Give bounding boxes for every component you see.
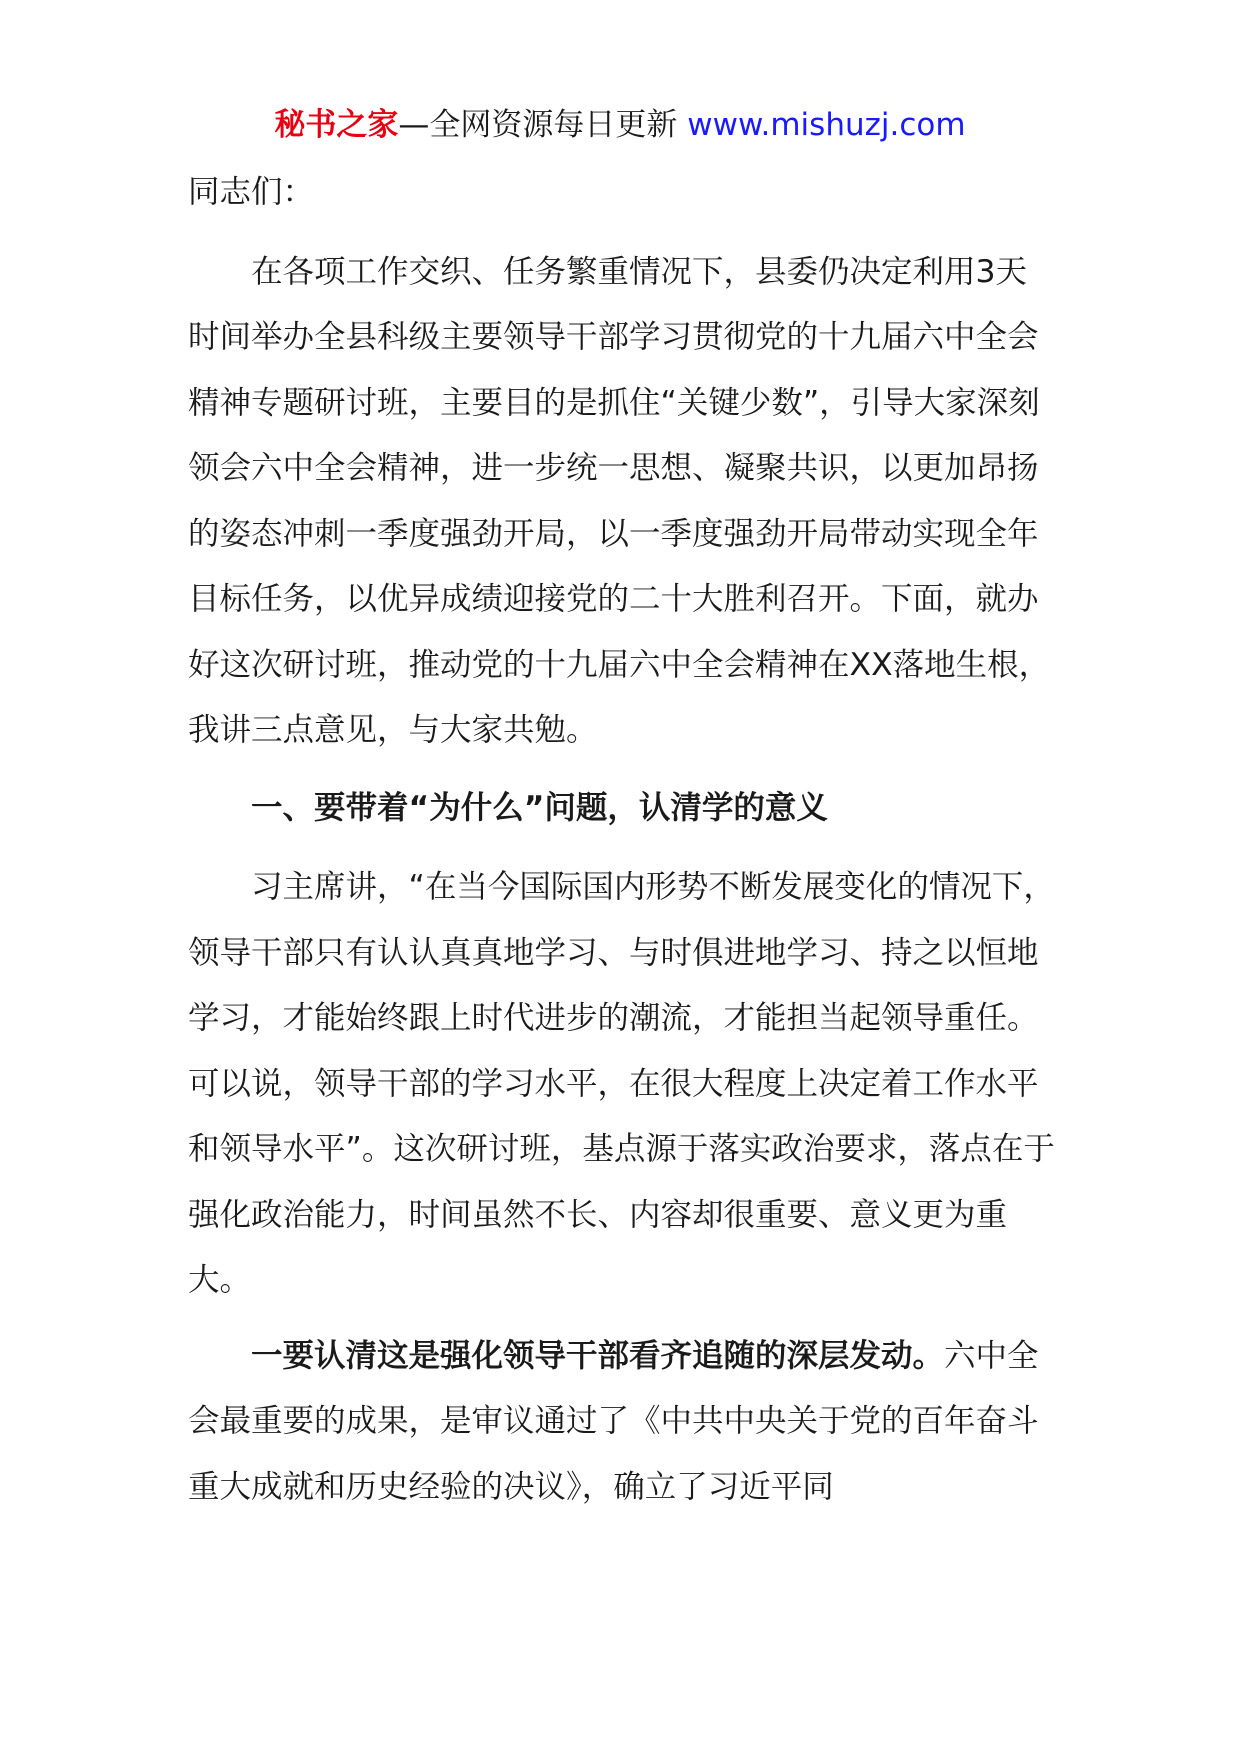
intro-paragraph: 在各项工作交织、任务繁重情况下，县委仍决定利用3天时间举办全县科级主要领导干部学习贯彻党的十九届六中全会精神专题研讨班，主要目的是抓住“关键少数”，引导大家深刻领会六中全会精神，进一步统一思想、凝聚共识，以更加昂扬的姿态冲刺一季度强劲开局，以一季度强劲开局带动实现全年目标任务，以优异成绩迎接党的二十大胜利召开。下面，就办好这次研讨班，推动党的十九届六中全会精神在XX落地生根，我讲三点意见，与大家共勉。 (188, 253, 1051, 748)
site-url-link[interactable]: www.mishuzj.com (687, 107, 966, 143)
section-heading-1: 一、要带着“为什么”问题，认清学的意义 (251, 789, 828, 826)
header-tagline: —全网资源每日更新 (398, 107, 678, 143)
page-header (0, 103, 1240, 147)
point-1-paragraph (188, 1324, 1056, 1521)
point-1-text: 六中全会最重要的成果，是审议通过了《中共中央关于党的百年奋斗重大成就和历史经验的决议》，确立了习近平同 (188, 1337, 1039, 1505)
brand-name: 秘书之家 (274, 107, 399, 143)
point-1-lead: 一要认清这是强化领导干部看齐追随的深层发动。 (251, 1337, 945, 1374)
document-body (188, 160, 1056, 1530)
greeting: 同志们： (188, 174, 315, 210)
section-1-paragraph: 习主席讲，“在当今国际国内形势不断发展变化的情况下，领导干部只有认认真真地学习、与时俱进地学习、持之以恒地学习，才能始终跟上时代进步的潮流，才能担当起领导重任。可以说，领导干部的学习水平，在很大程度上决定着工作水平和领导水平”。这次研讨班，基点源于落实政治要求，落点在于强化政治能力，时间虽然不长、内容却很重要、意义更为重大。 (188, 869, 1055, 1298)
